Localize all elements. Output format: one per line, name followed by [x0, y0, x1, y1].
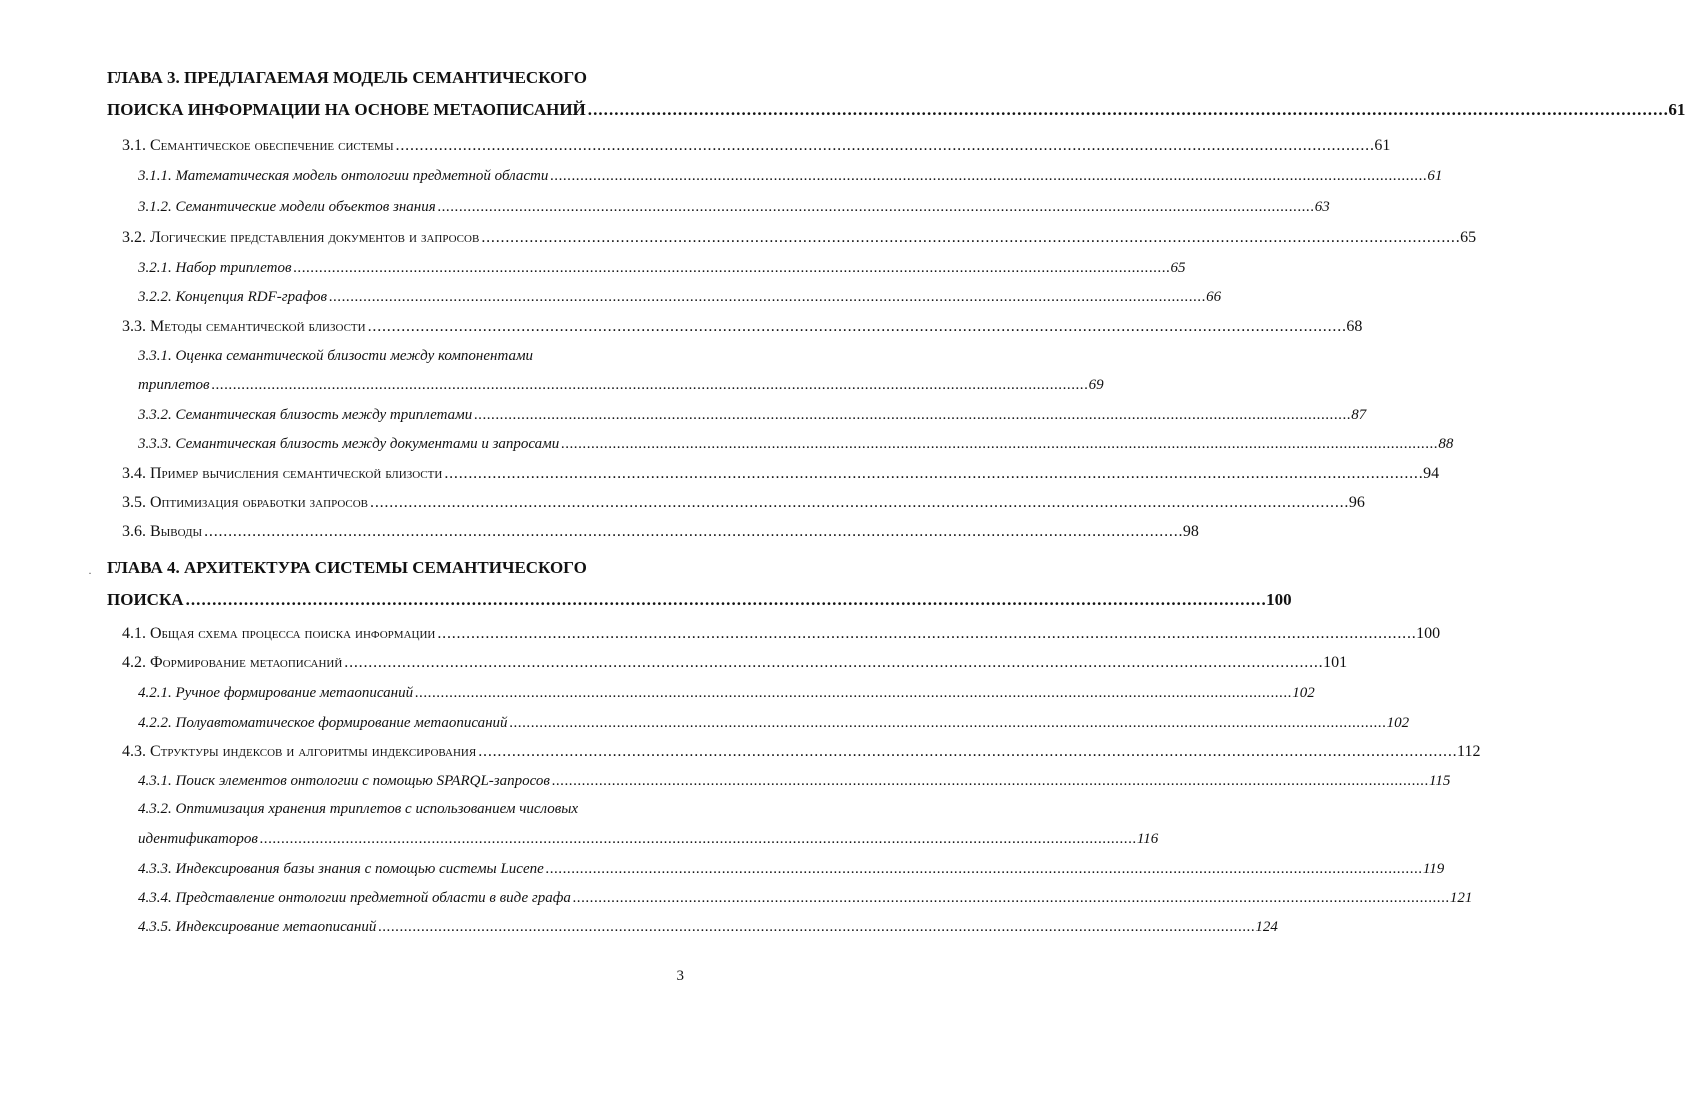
toc-entry-4-2[interactable]: 4.2. Формирование метаописаний . . . 101: [122, 651, 679, 675]
dot-leader: [396, 134, 1373, 158]
toc-entry-4-3-2-line-2[interactable]: идентификаторов . . . 116: [138, 827, 679, 851]
toc-entry-4-3-1[interactable]: 4.3.1. Поиск элементов онтологии с помощью SPARQL-запросов . . . 115: [138, 769, 679, 793]
chapter-4-heading-line-2[interactable]: ПОИСКА . . . 100: [107, 588, 679, 612]
toc-entry-3-3-1-line-1[interactable]: 3.3.1. Оценка семантической близости между компонентами: [138, 348, 534, 364]
dot-leader: [552, 769, 1427, 793]
dot-leader: [474, 403, 1349, 427]
dot-leader: [204, 520, 1181, 544]
dot-leader: [186, 588, 1265, 612]
dot-leader: [573, 886, 1448, 910]
toc-entry-3-2-2[interactable]: 3.2.2. Концепция RDF-графов . . . 66: [138, 285, 679, 309]
dot-leader: [588, 98, 1667, 122]
dot-leader: [438, 195, 1313, 219]
toc-entry-4-2-1[interactable]: 4.2.1. Ручное формирование метаописаний . . . 102: [138, 681, 679, 705]
toc-entry-3-3[interactable]: 3.3. Методы семантической близости . . . 68: [122, 315, 679, 339]
chapter-3-heading-line-1: ГЛАВА 3. ПРЕДЛАГАЕМАЯ МОДЕЛЬ СЕМАНТИЧЕСКОГО: [107, 68, 587, 87]
toc-entry-3-5[interactable]: 3.5. Оптимизация обработки запросов . . . 96: [122, 491, 679, 515]
toc-entry-4-3-5[interactable]: 4.3.5. Индексирование метаописаний . . . 124: [138, 915, 679, 939]
toc-entry-3-1[interactable]: 3.1. Семантическое обеспечение системы . . . 61: [122, 134, 679, 158]
dot-leader: [444, 462, 1421, 486]
toc-entry-3-3-2[interactable]: 3.3.2. Семантическая близость между триплетами . . . 87: [138, 403, 679, 427]
toc-entry-4-2-2[interactable]: 4.2.2. Полуавтоматическое формирование метаописаний . . . 102: [138, 711, 679, 735]
toc-entry-3-3-1-line-2[interactable]: триплетов . . . 69: [138, 373, 679, 397]
toc-entry-3-2-1[interactable]: 3.2.1. Набор триплетов . . . 65: [138, 256, 679, 280]
dot-leader: [370, 491, 1347, 515]
dot-leader: [260, 827, 1135, 851]
dot-leader: [293, 256, 1168, 280]
page-number: 3: [676, 968, 684, 984]
toc-entry-3-3-3[interactable]: 3.3.3. Семантическая близость между документами и запросами . . . 88: [138, 432, 679, 456]
toc-entry-4-3-2-line-1[interactable]: 4.3.2. Оптимизация хранения триплетов с использованием числовых: [138, 801, 579, 817]
dot-leader: [510, 711, 1385, 735]
dot-leader: [550, 164, 1425, 188]
dot-leader: [212, 373, 1087, 397]
toc-entry-3-1-1[interactable]: 3.1.1. Математическая модель онтологии предметной области . . . 61: [138, 164, 679, 188]
dot-leader: [329, 285, 1204, 309]
dot-leader: [481, 226, 1458, 250]
chapter-4-heading-line-1: ГЛАВА 4. АРХИТЕКТУРА СИСТЕМЫ СЕМАНТИЧЕСКОГО: [107, 558, 587, 577]
dot-leader: [478, 740, 1455, 764]
toc-entry-3-6[interactable]: 3.6. Выводы . . . 98: [122, 520, 679, 544]
dot-leader: [368, 315, 1345, 339]
toc-entry-3-1-2[interactable]: 3.1.2. Семантические модели объектов знания . . . 63: [138, 195, 679, 219]
dot-leader: [561, 432, 1436, 456]
toc-entry-4-1[interactable]: 4.1. Общая схема процесса поиска информации . . . 100: [122, 622, 679, 646]
toc-entry-4-3-4[interactable]: 4.3.4. Представление онтологии предметной области в виде графа . . . 121: [138, 886, 679, 910]
dot-leader: [378, 915, 1253, 939]
toc-entry-3-4[interactable]: 3.4. Пример вычисления семантической близости . . . 94: [122, 462, 679, 486]
toc-entry-3-2[interactable]: 3.2. Логические представления документов и запросов . . . 65: [122, 226, 679, 250]
dot-leader: [415, 681, 1290, 705]
dot-leader: [437, 622, 1414, 646]
chapter-3-heading-line-2[interactable]: ПОИСКА ИНФОРМАЦИИ НА ОСНОВЕ МЕТАОПИСАНИЙ . . . 61: [107, 98, 679, 122]
margin-mark: ·: [88, 566, 92, 580]
dot-leader: [344, 651, 1321, 675]
toc-entry-4-3[interactable]: 4.3. Структуры индексов и алгоритмы индексирования . . . 112: [122, 740, 679, 764]
dot-leader: [546, 857, 1421, 881]
toc-entry-4-3-3[interactable]: 4.3.3. Индексирования базы знания с помощью системы Lucene . . . 119: [138, 857, 679, 881]
